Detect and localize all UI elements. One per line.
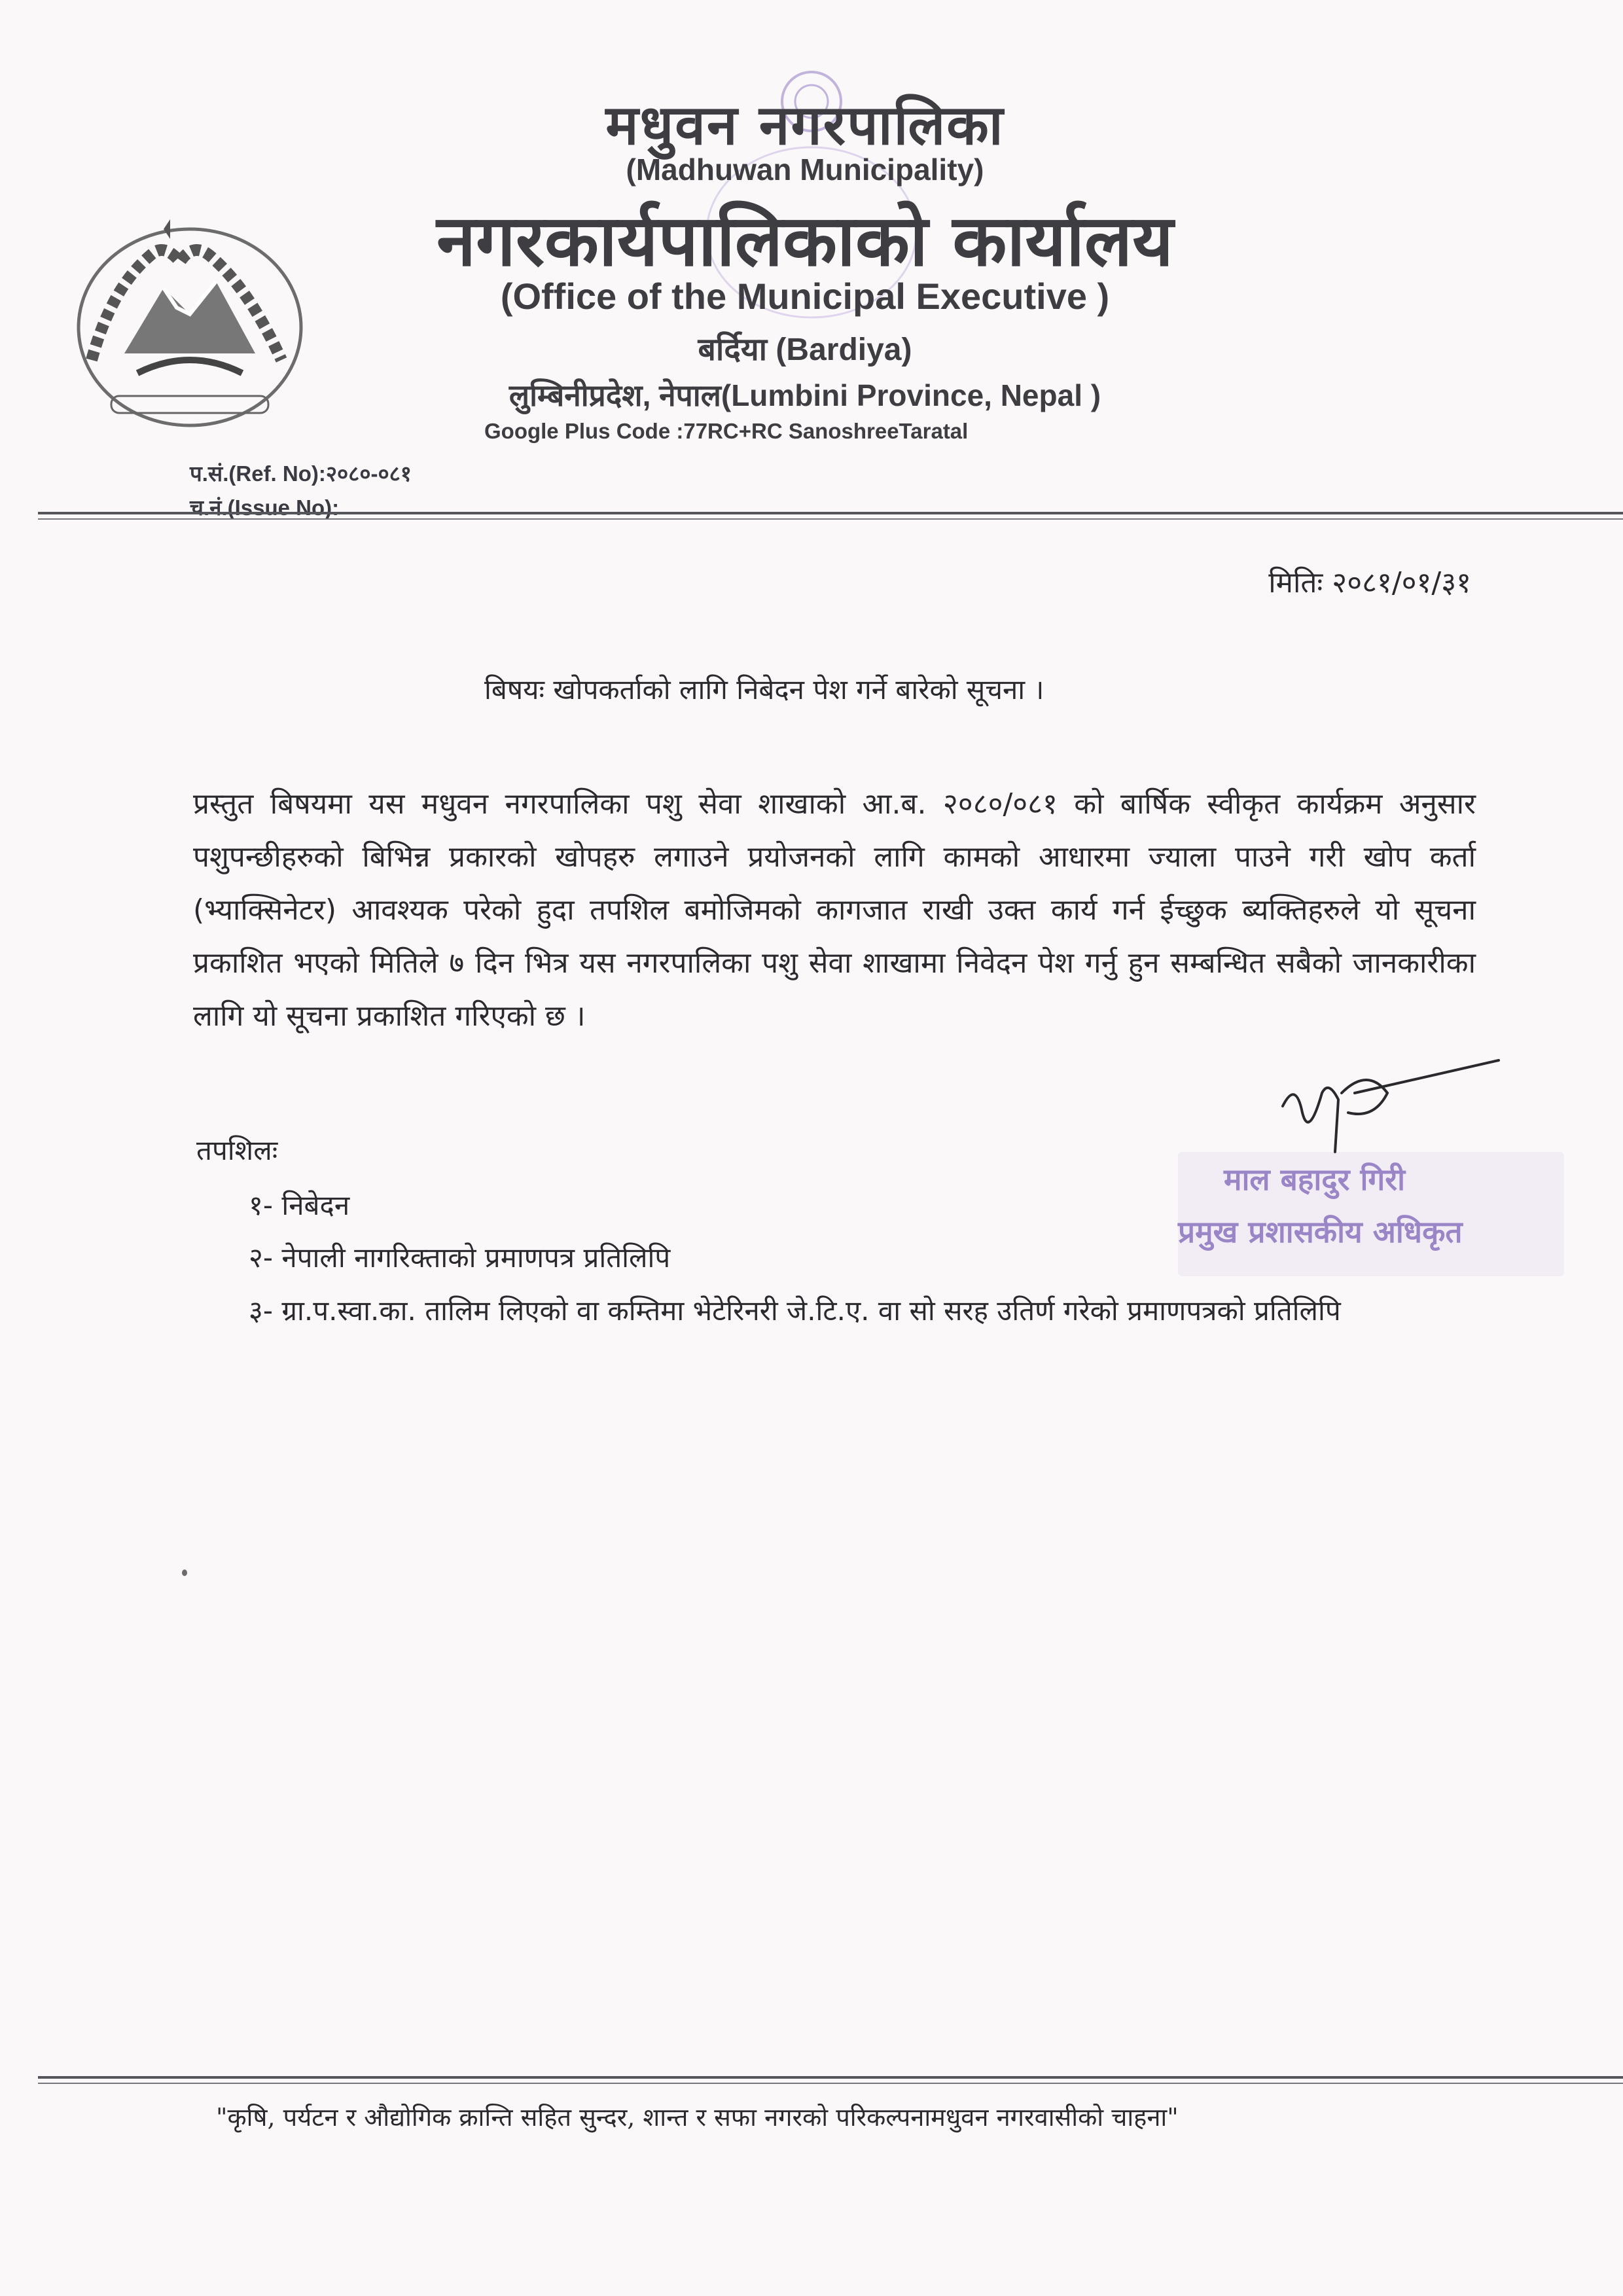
notice-subject: बिषयः खोपकर्ताको लागि निबेदन पेश गर्ने बारेको सूचना । xyxy=(484,673,1044,706)
details-title: तपशिलः xyxy=(196,1134,278,1166)
district-name: बर्दिया (Bardiya) xyxy=(698,332,912,367)
office-name-nepali: नगरकार्यपालिकाको कार्यालय xyxy=(437,200,1173,282)
details-item: ३- ग्रा.प.स्वा.का. तालिम लिएको वा कम्तिमा भेटेरिनरी जे.टि.ए. वा सो सरह उतिर्ण गरेको प्रमाणपत्रको प्रतिलिपि xyxy=(249,1295,1341,1327)
footer-tagline: "कृषि, पर्यटन र औद्योगिक क्रान्ति सहित सुन्दर, शान्त र सफा नगरको परिकल्पनामधुवन नगरवासीको चाहना" xyxy=(216,2103,1179,2132)
header-divider-thin xyxy=(38,518,1623,520)
signatory-title: प्रमुख प्रशासकीय अधिकृत xyxy=(1178,1214,1463,1249)
details-item: २- नेपाली नागरिक्ताको प्रमाणपत्र प्रतिलिपि xyxy=(249,1242,671,1274)
details-item: १- निबेदन xyxy=(249,1189,350,1221)
nepal-emblem-icon xyxy=(65,216,314,432)
paper-mark xyxy=(182,1570,187,1576)
municipality-name-english: (Madhuwan Municipality) xyxy=(626,152,984,187)
footer-divider-thin xyxy=(38,2083,1623,2084)
office-name-english: (Office of the Municipal Executive ) xyxy=(500,276,1110,317)
signature-icon xyxy=(1276,1054,1512,1165)
province-name: लुम्बिनीप्रदेश, नेपाल(Lumbini Province, Nepal ) xyxy=(508,378,1101,412)
issue-number: च.नं.(Issue No): xyxy=(190,495,340,520)
notice-date: मितिः २०८१/०१/३१ xyxy=(1268,566,1471,600)
municipality-name-nepali: मधुवन नगरपालिका xyxy=(605,92,1005,157)
notice-body: प्रस्तुत बिषयमा यस मधुवन नगरपालिका पशु सेवा शाखाको आ.ब. २०८०/०८१ को बार्षिक स्वीकृत कार्यक्रम अनुसार पशुपन्छीहरुको बिभिन्न प्रकारको खोपहरु लगाउने प्रयोजनको लागि कामको आधारमा ज्याला पाउने गरी खोप कर्ता (भ्याक्सिनेटर) आवश्यक परेको हुदा तपशिल बमोजिमको कागजात राखी उक्त कार्य गर्न ईच्छुक ब्यक्तिहरुले यो सूचना प्रकाशित भएको मितिले ७ दिन भित्र यस नगरपालिका पशु सेवा शाखामा निवेदन पेश गर्नु हुन सम्बन्धित सबैको जानकारीका लागि यो सूचना प्रकाशित गरिएको छ । xyxy=(193,787,1476,1033)
footer-divider xyxy=(38,2076,1623,2079)
signatory-name: माल बहादुर गिरी xyxy=(1224,1162,1406,1197)
reference-number: प.सं.(Ref. No):२०८०-०८१ xyxy=(190,461,412,486)
google-plus-code: Google Plus Code :77RC+RC SanoshreeTaratal xyxy=(484,419,969,443)
header-divider xyxy=(38,512,1623,514)
